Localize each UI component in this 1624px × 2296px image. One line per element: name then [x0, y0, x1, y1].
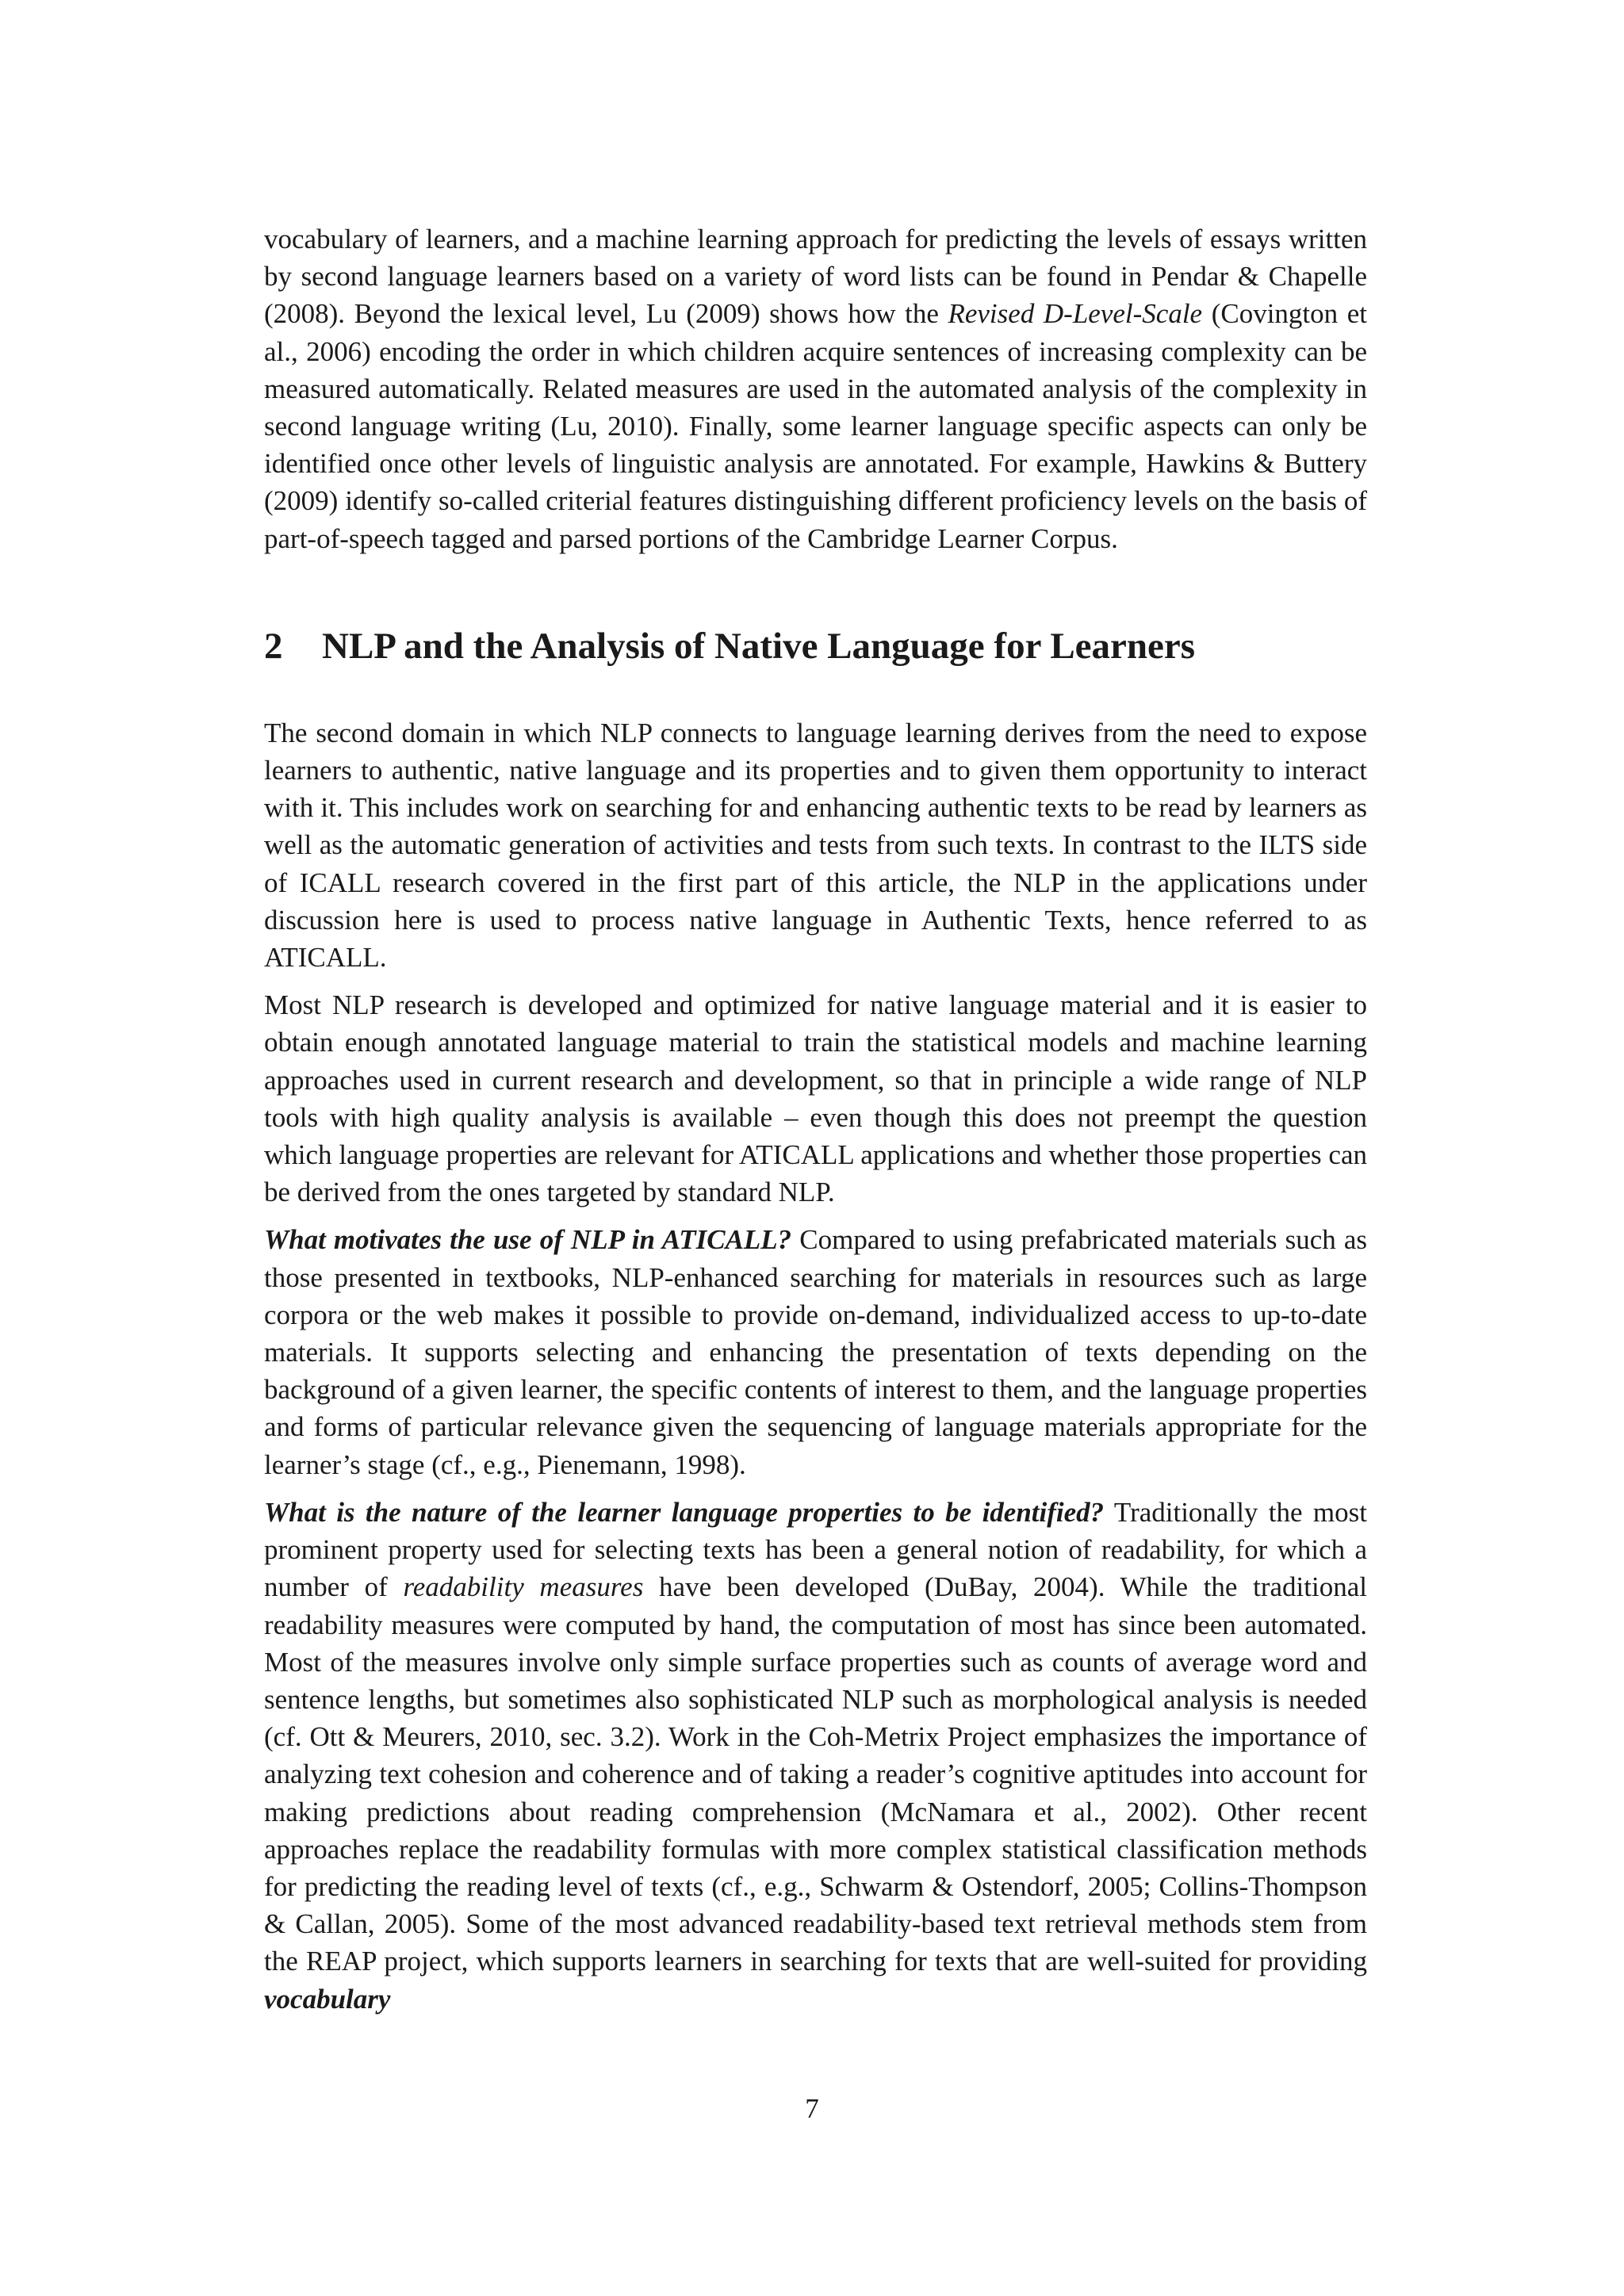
- paragraph-intro: The second domain in which NLP connects to language learning derives from the need to expose learners to authentic, native language and its properties and to given them opportunity to interact with it. This includes work on searching for and enhancing authentic texts to be read by learners as well as the automatic generation of activities and tests from such texts. In contrast to the ILTS side of ICALL research covered in the first part of this article, the NLP in the applications under discussion here is used to process native language in Authentic Texts, hence referred to as ATICALL.: [264, 717, 1367, 974]
- paragraph-lead-question: What motivates the use of NLP in ATICALL?: [264, 1224, 792, 1256]
- paragraph-text: Compared to using prefabricated materials such as those presented in textbooks, NLP-enhanced searching for materials in resources such as large corpora or the web makes it possible to provide on-demand, individualized access to up-to-date materials. It supports selecting and enhancing the presentation of texts depending on the background of a given learner, the specific contents of interest to them, and the language properties and forms of particular relevance given the sequencing of language materials appropriate for the learner’s stage (cf., e.g., Pienemann, 1998).: [264, 1224, 1367, 1480]
- section-title: NLP and the Analysis of Native Language for Learners: [322, 625, 1196, 667]
- paragraph-text: (Covington et al., 2006) encoding the order in which children acquire sentences of increasing complexity can be measured automatically. Related measures are used in the automated analysis of the complexity in second language writing (Lu, 2010). Finally, some learner language specific aspects can only be identified once other levels of linguistic analysis are annotated. For example, Hawkins & Buttery (2009) identify so-called criterial features distinguishing different proficiency levels on the basis of part-of-speech tagged and parsed portions of the Cambridge Learner Corpus.: [264, 298, 1367, 554]
- paragraph-motivation: [264, 1221, 1367, 1483]
- paragraph-lead-question: What is the nature of the learner language properties to be identified?: [264, 1496, 1105, 1528]
- page-number: 7: [805, 2093, 819, 2124]
- paragraph-properties: [264, 1494, 1367, 2018]
- section-heading: [264, 624, 1367, 668]
- paragraph-text: have been developed (DuBay, 2004). While the traditional readability measures were computed by hand, the computation of most has since been automated. Most of the measures involve only simple surface properties such as counts of average word and sentence lengths, but sometimes also sophisticated NLP such as morphological analysis is needed (cf. Ott & Meurers, 2010, sec. 3.2). Work in the Coh-Metrix Project emphasizes the importance of analyzing text cohesion and coherence and of taking a reader’s cognitive aptitudes into account for making predictions about reading comprehension (McNamara et al., 2002). Other recent approaches replace the readability formulas with more complex statistical classification methods for predicting the reading level of texts (cf., e.g., Schwarm & Ostendorf, 2005; Collins-Thompson & Callan, 2005). Some of the most advanced readability-based text retrieval methods stem from the REAP project, which supports learners in searching for texts that are well-suited for providing: [264, 1571, 1367, 1977]
- paragraph-continuation: [264, 220, 1367, 557]
- page-body: [264, 220, 1367, 2018]
- paragraph-text: Traditionally the most prominent property used for selecting texts has been a general notion of readability, for which a number of: [264, 1496, 1367, 1603]
- paragraph-nlp-research: Most NLP research is developed and optimized for native language material and it is easier to obtain enough annotated language material to train the statistical models and machine learning approaches used in current research and development, so that in principle a wide range of NLP tools with high quality analysis is available – even though this does not preempt the question which language properties are relevant for ATICALL applications and whether those properties can be derived from the ones targeted by standard NLP.: [264, 989, 1367, 1208]
- italic-term: Revised D-Level-Scale: [948, 298, 1203, 330]
- section-number: 2: [264, 625, 283, 667]
- bold-italic-term: vocabulary: [264, 1983, 391, 2015]
- paragraph-text: vocabulary of learners, and a machine learning approach for predicting the levels of essays written by second language learners based on a variety of word lists can be found in Pendar & Chapelle (2008). Beyond the lexical level, Lu (2009) shows how the: [264, 224, 1367, 330]
- italic-term: readability measures: [403, 1571, 644, 1603]
